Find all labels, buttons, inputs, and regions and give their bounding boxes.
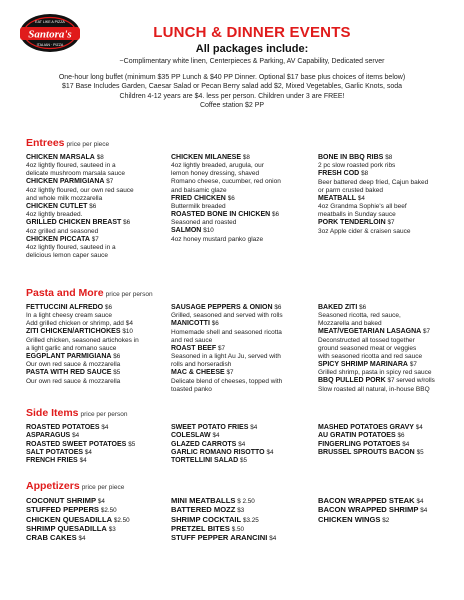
- package-intro: [18, 73, 446, 111]
- menu-item-price: $3.25: [243, 516, 259, 524]
- menu-item-name: SWEET POTATO FRIES: [171, 424, 249, 431]
- menu-item: [318, 170, 458, 194]
- svg-text:Santora's: Santora's: [28, 28, 72, 41]
- menu-item-name: BACON WRAPPED STEAK: [318, 496, 415, 505]
- menu-item-line: [26, 203, 166, 211]
- menu-item-line: [26, 304, 166, 312]
- menu-item-price: $6: [359, 304, 367, 311]
- menu-item-price: $6: [272, 211, 280, 219]
- menu-item-price: $7: [226, 369, 234, 377]
- section-heading: [26, 137, 442, 151]
- menu-item-line: [26, 236, 166, 244]
- menu-item-price: $6: [227, 194, 235, 202]
- menu-item-name: CHICKEN MILANESE: [171, 154, 242, 161]
- menu-item-line: [171, 369, 311, 377]
- menu-item-line: [318, 424, 458, 432]
- section-price-note: price per person: [105, 291, 153, 298]
- menu-item-price: $7: [423, 328, 431, 336]
- menu-item-name: ASPARAGUS: [26, 432, 71, 440]
- menu-item-name: PRETZEL BITES: [171, 523, 230, 533]
- menu-item-name: GLAZED CARROTS: [171, 440, 237, 448]
- menu-item-description: Homemade shell and seasoned ricotta: [171, 328, 282, 336]
- menu-item: [26, 369, 166, 385]
- menu-item: [318, 219, 458, 235]
- section-sides: [26, 407, 442, 465]
- amenities-line: ~Complimentary white linen, Centerpieces & Parking, AV Capability, Dedicated server: [119, 58, 385, 65]
- menu-item-line: [171, 320, 311, 328]
- menu-item-description: Add grilled chicken or shrimp, add $4: [26, 320, 133, 328]
- menu-item-name: TORTELLINI SALAD: [171, 457, 239, 465]
- menu-item-line: [26, 353, 166, 361]
- menu-item-name: BBQ PULLED PORK: [318, 377, 386, 385]
- menu-item-price: $7: [106, 178, 114, 186]
- menu-column: [26, 497, 166, 543]
- intro-line: One-hour long buffet (minimum $35 PP Lunch & $40 PP Dinner. Optional $17 base plus choices of items below): [58, 74, 406, 81]
- menu-item-description: lemon honey dressing, shaved: [171, 170, 260, 178]
- menu-item-description: ground seasoned meat or veggies: [318, 344, 417, 352]
- menu-item: [171, 457, 311, 465]
- menu-item: [26, 154, 166, 178]
- menu-item-description: Seasoned in a light Au Ju, served with: [171, 353, 281, 361]
- menu-item-name: ROASTED SWEET POTATOES: [26, 440, 127, 448]
- intro-line: Children 4-12 years are $4. less per person. Children under 3 are FREE!: [119, 92, 345, 100]
- menu-item-name: FRESH COD: [318, 170, 360, 178]
- menu-item-description: Seasoned ricotta, red sauce,: [318, 312, 401, 320]
- menu-item: [171, 211, 311, 227]
- menu-item: [318, 432, 458, 440]
- menu-item: [171, 320, 311, 344]
- menu-item-line: [318, 219, 458, 227]
- menu-item-name: STUFFED PEPPERS: [26, 505, 99, 515]
- menu-item-line: [318, 304, 458, 312]
- menu-item-description: 4oz grilled and seasoned: [26, 227, 99, 235]
- menu-item-price: $8: [96, 154, 104, 161]
- menu-item-name: COCONUT SHRIMP: [26, 496, 97, 505]
- menu-item: [171, 534, 311, 543]
- menu-item-price: $2: [382, 516, 390, 524]
- menu-item-price: $4: [72, 432, 80, 440]
- menu-item-price: $8: [385, 154, 393, 161]
- menu-item-price: $6: [397, 432, 405, 440]
- menu-item-price: $4: [97, 498, 105, 505]
- menu-item: [318, 361, 458, 377]
- menu-item-price: $7: [409, 361, 417, 369]
- menu-item-line: [171, 345, 311, 353]
- menu-item-description: a light garlic and romano sauce: [26, 344, 117, 352]
- menu-item-name: SHRIMP QUESADILLA: [26, 523, 107, 533]
- menu-item-name: BAKED ZITI: [318, 304, 358, 311]
- menu-item-description: toasted panko: [171, 385, 212, 393]
- menu-item-price: $.50: [231, 525, 245, 533]
- section-price-note: price per piece: [81, 484, 125, 491]
- menu-item-description: Our own red sauce & mozzarella: [26, 361, 121, 369]
- menu-item: [318, 377, 458, 393]
- menu-column: [171, 304, 311, 394]
- menu-item-price: $4: [415, 424, 423, 431]
- menu-item-description: Grilled, seasoned and served with rolls: [171, 312, 283, 320]
- menu-column: [171, 154, 311, 244]
- menu-item: [26, 203, 166, 219]
- menu-item-price: $5: [113, 369, 121, 377]
- menu-item-description: 4oz lightly floured, sauteed in a: [26, 162, 116, 170]
- menu-item-price: $5: [240, 457, 248, 465]
- menu-item: [171, 369, 311, 393]
- intro-line: Coffee station $2 PP: [199, 102, 265, 110]
- menu-item: [171, 345, 311, 369]
- menu-item-name: MEATBALL: [318, 194, 356, 202]
- menu-item-description: delicious lemon caper sauce: [26, 252, 109, 260]
- section-entrees: [26, 137, 442, 260]
- menu-item-price: $4: [101, 424, 109, 431]
- menu-item-price: $4: [238, 440, 246, 448]
- menu-item-line: [318, 377, 458, 385]
- menu-item-description: Slow roasted all natural, in-house BBQ: [318, 385, 430, 393]
- section-heading: [26, 407, 442, 421]
- menu-item-description: or parm crusted baked: [318, 186, 384, 194]
- menu-item-description: and whole milk mozzarella: [26, 194, 103, 202]
- menu-item-line: [171, 227, 311, 235]
- menu-item: [26, 328, 166, 352]
- menu-column: [26, 304, 166, 386]
- menu-item-name: SALT POTATOES: [26, 448, 84, 456]
- menu-item-price: $6: [104, 304, 112, 311]
- menu-item-price: $10: [122, 328, 133, 336]
- menu-item-price: $6: [274, 304, 282, 311]
- menu-item-name: SAUSAGE PEPPERS & ONION: [171, 304, 273, 311]
- menu-item-name: FRENCH FRIES: [26, 457, 78, 465]
- menu-item-name: MANICOTTI: [171, 320, 210, 328]
- menu-item-description: Grilled chicken, seasoned artichokes in: [26, 336, 139, 344]
- menu-item-line: [26, 178, 166, 186]
- page-title: LUNCH & DINNER EVENTS: [153, 24, 351, 41]
- section-price-note: price per person: [80, 411, 128, 418]
- menu-item-line: [318, 361, 458, 369]
- menu-item-name: STUFF PEPPER ARANCINI: [171, 533, 268, 543]
- menu-item-description: Buttermilk breaded: [171, 202, 226, 210]
- menu-item: [26, 236, 166, 260]
- menu-item-price: $8: [242, 154, 250, 161]
- menu-item: [171, 432, 311, 440]
- menu-item: [171, 424, 311, 432]
- menu-item-price: $3: [237, 507, 245, 515]
- menu-item-line: [318, 432, 458, 440]
- menu-item-description: 4oz lightly breaded, arugula, our: [171, 162, 264, 170]
- menu-item: [318, 516, 458, 525]
- menu-item-description: with seasoned ricotta and red sauce: [318, 352, 423, 360]
- menu-item-name: GRILLED CHICKEN BREAST: [26, 219, 122, 227]
- menu-item-name: CHICKEN WINGS: [318, 514, 381, 524]
- menu-item-price: $4: [79, 457, 87, 465]
- menu-item-description: Our own red sauce & mozzarella: [26, 377, 121, 385]
- menu-item-price: $7 served w/rolls: [387, 377, 435, 385]
- menu-item-line: [171, 304, 311, 312]
- menu-item-line: [171, 457, 311, 465]
- menu-item: [171, 441, 311, 449]
- menu-item-line: [171, 432, 311, 440]
- menu-item: [318, 304, 458, 328]
- section-title: Entrees: [26, 137, 65, 149]
- menu-column: [318, 304, 458, 394]
- menu-column: [318, 497, 458, 525]
- menu-item-line: [171, 211, 311, 219]
- menu-item-line: [171, 154, 311, 162]
- menu-item-name: SALMON: [171, 227, 202, 235]
- menu-item-description: Delicate blend of cheeses, topped with: [171, 377, 283, 385]
- packages-subtitle: All packages include:: [195, 43, 309, 55]
- menu-item-name: CHICKEN PICCATA: [26, 235, 90, 243]
- menu-item-description: delicate mushroom marsala sauce: [26, 170, 125, 178]
- menu-item-line: [171, 424, 311, 432]
- intro-line: $17 Base Includes Garden, Caesar Salad or Pecan Berry salad add $2, Mixed Vegetables, Garlic Knots, soda: [61, 83, 403, 91]
- menu-item-price: $8: [361, 170, 369, 178]
- menu-item-description: 4oz lightly floured, sauteed in a: [26, 244, 116, 252]
- menu-item: [171, 154, 311, 195]
- menu-item-name: ROASTED POTATOES: [26, 424, 100, 431]
- menu-item-line: [318, 516, 458, 525]
- section-heading: [26, 480, 442, 494]
- menu-item-name: CHICKEN CUTLET: [26, 202, 88, 210]
- menu-item-line: [171, 534, 311, 543]
- menu-item: [318, 154, 458, 170]
- menu-item-name: BACON WRAPPED SHRIMP: [318, 505, 419, 515]
- menu-item: [318, 441, 458, 449]
- menu-item-name: CHICKEN QUESADILLA: [26, 514, 113, 524]
- menu-item-description: and red sauce: [171, 336, 213, 344]
- menu-item-name: EGGPLANT PARMIGIANA: [26, 352, 112, 360]
- menu-item: [26, 424, 166, 432]
- menu-item-name: CHICKEN PARMIGIANA: [26, 178, 105, 186]
- menu-item-name: MAC & CHEESE: [171, 369, 225, 377]
- menu-item-price: $4: [357, 194, 365, 202]
- menu-item-name: SPICY SHRIMP MARINARA: [318, 361, 408, 369]
- menu-item-price: $7: [387, 219, 395, 227]
- menu-item: [171, 195, 311, 211]
- menu-item-line: [26, 328, 166, 336]
- menu-item-description: Romano cheese, cucumber, red onion: [171, 178, 281, 186]
- menu-item-name: MINI MEATBALLS: [171, 496, 236, 505]
- menu-item-name: BONE IN BBQ RIBS: [318, 154, 384, 161]
- menu-item-name: FETTUCCINI ALFREDO: [26, 304, 104, 311]
- menu-item-line: [26, 219, 166, 227]
- menu-item-name: FINGERLING POTATOES: [318, 440, 401, 448]
- menu-item-line: [318, 328, 458, 336]
- menu-item-description: 4oz lightly floured, our own red sauce: [26, 186, 134, 194]
- menu-item-price: $4: [212, 432, 220, 440]
- menu-item-price: $6: [113, 352, 121, 360]
- menu-item: [171, 227, 311, 243]
- menu-item-description: Mozzarella and baked: [318, 320, 382, 328]
- menu-item-line: [171, 441, 311, 449]
- menu-item-price: $4: [84, 448, 92, 456]
- menu-item-description: In a light cheesy cream sauce: [26, 312, 112, 320]
- menu-item: [318, 195, 458, 219]
- menu-item-line: [318, 441, 458, 449]
- section-appetizers: [26, 480, 442, 543]
- section-heading: [26, 287, 442, 301]
- menu-item: [171, 304, 311, 320]
- menu-item-line: [26, 534, 166, 543]
- menu-item-line: [26, 432, 166, 440]
- menu-item: [26, 441, 166, 449]
- menu-item: [26, 534, 166, 543]
- menu-item-line: [26, 457, 166, 465]
- menu-item-name: ZITI CHICKEN/ARTICHOKES: [26, 328, 121, 336]
- menu-item-name: GARLIC ROMANO RISOTTO: [171, 448, 265, 456]
- menu-item-name: COLESLAW: [171, 432, 211, 440]
- menu-item-description: 4oz Grandma Sophie's all beef: [318, 203, 407, 211]
- menu-item-price: $7: [217, 344, 225, 352]
- menu-item-price: $4: [250, 424, 258, 431]
- menu-item-price: $4: [266, 448, 274, 456]
- menu-item-line: [26, 154, 166, 162]
- menu-item-price: $4: [416, 498, 424, 505]
- menu-item-description: 4oz honey mustard panko glaze: [171, 235, 264, 243]
- menu-item-name: MASHED POTATOES GRAVY: [318, 424, 414, 431]
- menu-item-description: 2 pc slow roasted pork ribs: [318, 162, 396, 170]
- menu-item-name: ROAST BEEF: [171, 344, 217, 352]
- menu-item: [318, 449, 458, 457]
- menu-item-price: $6: [123, 219, 131, 227]
- menu-item: [318, 328, 458, 361]
- menu-column: [171, 497, 311, 543]
- menu-item: [26, 457, 166, 465]
- section-pasta: [26, 287, 442, 393]
- menu-item-price: $4: [78, 535, 86, 543]
- menu-item-line: [26, 424, 166, 432]
- menu-item-line: [318, 195, 458, 203]
- menu-item-name: BRUSSEL SPROUTS BACON: [318, 448, 415, 456]
- menu-item-line: [318, 154, 458, 162]
- menu-item-name: PORK TENDERLOIN: [318, 219, 386, 227]
- menu-column: [318, 154, 458, 236]
- section-price-note: price per piece: [66, 141, 110, 148]
- menu-item-line: [318, 170, 458, 178]
- menu-item-price: $7: [91, 235, 99, 243]
- menu-item-line: [26, 369, 166, 377]
- menu-item-price: $4: [420, 507, 428, 515]
- menu-item-price: $4: [402, 440, 410, 448]
- section-title: Pasta and More: [26, 287, 104, 299]
- menu-item-line: [26, 449, 166, 457]
- menu-item-name: SHRIMP COCKTAIL: [171, 514, 242, 524]
- menu-item-description: meatballs in Sunday sauce: [318, 211, 396, 219]
- menu-item-description: 3oz Apple cider & craisen sauce: [318, 227, 411, 235]
- menu-item: [26, 178, 166, 202]
- menu-item-name: FRIED CHICKEN: [171, 194, 226, 202]
- section-title: Side Items: [26, 407, 79, 419]
- menu-item-price: $5: [128, 440, 136, 448]
- menu-item-name: MEAT/VEGETARIAN LASAGNA: [318, 328, 422, 336]
- menu-item-description: rolls and horseradish: [171, 361, 232, 369]
- menu-item-name: ROASTED BONE IN CHICKEN: [171, 211, 271, 219]
- menu-item-line: [171, 195, 311, 203]
- menu-item-line: [26, 441, 166, 449]
- menu-item-price: $5: [416, 448, 424, 456]
- menu-item: [26, 449, 166, 457]
- menu-item-name: AU GRATIN POTATOES: [318, 432, 396, 440]
- menu-item-price: $3: [108, 525, 116, 533]
- menu-item-price: $2.50: [100, 507, 117, 515]
- svg-text:EAT LIKE A PIZZA: EAT LIKE A PIZZA: [35, 20, 65, 24]
- menu-item-price: $6: [89, 202, 97, 210]
- menu-item-name: PASTA WITH RED SAUCE: [26, 369, 112, 377]
- menu-item: [26, 432, 166, 440]
- menu-item-name: BATTERED MOZZ: [171, 505, 236, 515]
- menu-item-name: CRAB CAKES: [26, 533, 77, 543]
- menu-item-description: Seasoned and roasted: [171, 219, 237, 227]
- menu-item-description: Beer battered deep fried, Cajun baked: [318, 178, 429, 186]
- menu-column: [171, 424, 311, 465]
- menu-item-name: CHICKEN MARSALA: [26, 154, 95, 161]
- menu-column: [318, 424, 458, 457]
- menu-column: [26, 424, 166, 465]
- menu-item: [26, 353, 166, 369]
- menu-item-price: $2.50: [113, 516, 130, 524]
- svg-text:ITALIAN · PIZZA: ITALIAN · PIZZA: [36, 43, 64, 47]
- menu-item-line: [171, 449, 311, 457]
- menu-item: [171, 449, 311, 457]
- menu-item-price: $ 2.50: [237, 498, 255, 505]
- menu-item-line: [318, 449, 458, 457]
- menu-item-price: $6: [211, 320, 219, 328]
- menu-item: [26, 304, 166, 328]
- menu-item: [26, 219, 166, 235]
- menu-column: [26, 154, 166, 260]
- menu-item-description: and balsamic glaze: [171, 186, 227, 194]
- menu-item-description: Deconstructed all tossed together: [318, 336, 415, 344]
- menu-item-description: Grilled shrimp, pasta in spicy red sauce: [318, 369, 432, 377]
- menu-item-description: 4oz lightly breaded.: [26, 211, 83, 219]
- section-title: Appetizers: [26, 480, 80, 492]
- menu-item-price: $4: [269, 535, 277, 543]
- menu-item-price: $10: [203, 227, 214, 235]
- menu-item: [318, 424, 458, 432]
